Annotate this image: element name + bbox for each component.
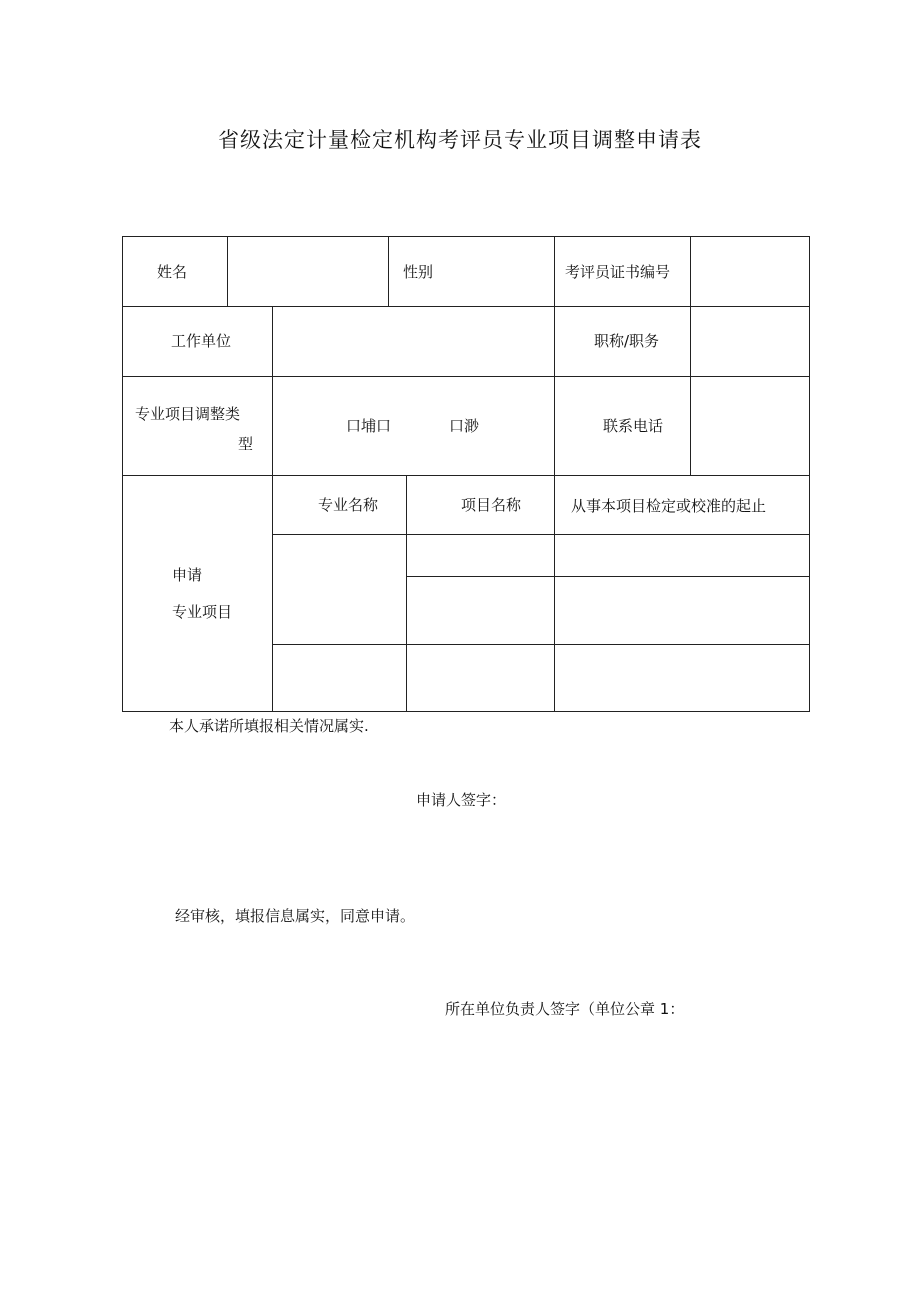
table-col-line bbox=[406, 475, 407, 711]
table-row-line bbox=[272, 534, 810, 535]
table-col-line bbox=[272, 306, 273, 711]
cert-number-label: 考评员证书编号 bbox=[565, 263, 671, 281]
table-border-left bbox=[122, 236, 123, 712]
name-label: 姓名 bbox=[157, 263, 188, 281]
table-row-line bbox=[122, 475, 810, 476]
table-row-line bbox=[122, 306, 810, 307]
adjust-type-label: 专业项目调整类 bbox=[135, 405, 241, 423]
review-statement: 经审核，填报信息属实，同意申请。 bbox=[175, 907, 416, 925]
apply-label-cont: 专业项目 bbox=[172, 603, 233, 621]
table-row-line bbox=[272, 644, 810, 645]
position-label: 职称/职务 bbox=[594, 332, 660, 350]
table-col-line bbox=[554, 475, 555, 711]
leader-signature-label: 所在单位负责人签字（单位公章 1： bbox=[445, 1000, 685, 1018]
phone-label: 联系电话 bbox=[603, 417, 664, 435]
table-col-line bbox=[690, 236, 691, 475]
table-border-bottom bbox=[122, 711, 810, 712]
page-title: 省级法定计量检定机构考评员专业项目调整申请表 bbox=[218, 128, 702, 152]
table-border-top bbox=[122, 236, 810, 237]
table-col-line bbox=[388, 236, 389, 306]
table-row-line bbox=[122, 376, 810, 377]
table-row-line bbox=[406, 576, 810, 577]
work-unit-label: 工作单位 bbox=[171, 332, 232, 350]
gender-label: 性别 bbox=[403, 263, 434, 281]
col-period: 从事本项目检定或校准的起止 bbox=[571, 497, 767, 515]
table-col-line bbox=[554, 236, 555, 475]
adjust-type-label-cont: 型 bbox=[238, 435, 254, 453]
col-major-name: 专业名称 bbox=[318, 496, 379, 514]
table-col-line bbox=[227, 236, 228, 306]
adjust-option-1[interactable]: 口埔口 bbox=[346, 417, 392, 435]
adjust-option-2[interactable]: 口渺 bbox=[449, 417, 480, 435]
col-item-name: 项目名称 bbox=[461, 496, 522, 514]
applicant-signature-label: 申请人签字： bbox=[416, 791, 507, 809]
table-border-right bbox=[809, 236, 810, 712]
apply-label: 申请 bbox=[172, 566, 203, 584]
promise-statement: 本人承诺所填报相关情况属实. bbox=[169, 717, 369, 735]
